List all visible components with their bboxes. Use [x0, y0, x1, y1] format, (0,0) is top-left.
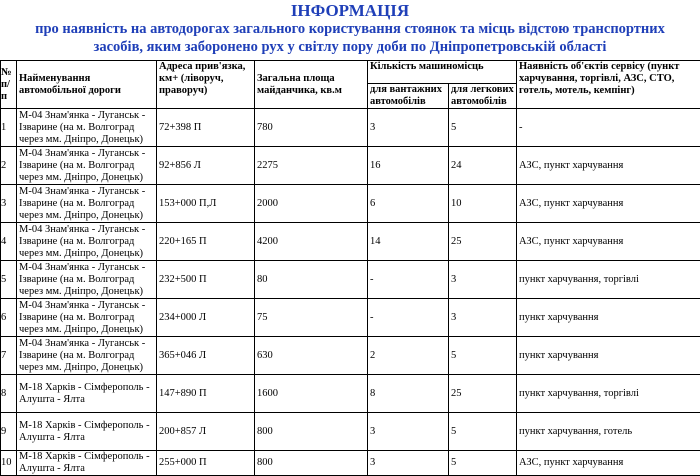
row-trucks: 3 — [368, 451, 449, 476]
row-address: 255+000 П — [157, 451, 255, 476]
row-cars: 3 — [449, 261, 517, 299]
row-services: - — [517, 109, 700, 147]
header-road: Найменування автомобільної дороги — [17, 61, 157, 109]
row-trucks: - — [368, 261, 449, 299]
row-cars: 25 — [449, 223, 517, 261]
row-road: М-18 Харків - Сімферополь - Алушта - Ялта — [17, 375, 157, 413]
title-heading: ІНФОРМАЦІЯ — [0, 0, 700, 20]
document-title — [0, 0, 700, 56]
row-cars: 5 — [449, 337, 517, 375]
header-num: № п/п — [1, 61, 17, 109]
row-road: М-18 Харків - Сімферополь - Алушта - Ялта — [17, 413, 157, 451]
row-road: М-04 Знам'янка - Луганськ - Ізварине (на м. Волгоград через мм. Дніпро, Донецьк) — [17, 223, 157, 261]
row-road: М-04 Знам'янка - Луганськ - Ізварине (на м. Волгоград через мм. Дніпро, Донецьк) — [17, 109, 157, 147]
row-address: 220+165 П — [157, 223, 255, 261]
row-trucks: 2 — [368, 337, 449, 375]
row-address: 234+000 Л — [157, 299, 255, 337]
row-road: М-18 Харків - Сімферополь - Алушта - Ялта — [17, 451, 157, 476]
row-trucks: 14 — [368, 223, 449, 261]
table-row — [1, 147, 700, 185]
table-row — [1, 185, 700, 223]
header-services: Наявність об'єктів сервісу (пункт харчування, торгівлі, АЗС, СТО, готель, мотель, кемпінг) — [517, 61, 700, 109]
row-num: 7 — [1, 337, 17, 375]
table-row — [1, 337, 700, 375]
row-cars: 3 — [449, 299, 517, 337]
row-address: 147+890 П — [157, 375, 255, 413]
row-road: М-04 Знам'янка - Луганськ - Ізварине (на м. Волгоград через мм. Дніпро, Донецьк) — [17, 185, 157, 223]
table-row — [1, 223, 700, 261]
table-row — [1, 375, 700, 413]
title-subtitle-line1: про наявність на автодорогах загального користування стоянок та місць відстою транспортних — [0, 20, 700, 38]
table-row — [1, 413, 700, 451]
header-spaces: Кількість машиномісць — [368, 61, 517, 84]
header-address: Адреса прив'язка, км+ (ліворуч, праворуч) — [157, 61, 255, 109]
title-subtitle-line2: засобів, яким заборонено рух у світлу пору доби по Дніпропетровській області — [0, 38, 700, 56]
row-area: 2000 — [255, 185, 368, 223]
row-services: пункт харчування, торгівлі — [517, 261, 700, 299]
row-area: 2275 — [255, 147, 368, 185]
row-area: 800 — [255, 413, 368, 451]
row-area: 4200 — [255, 223, 368, 261]
row-num: 8 — [1, 375, 17, 413]
row-road: М-04 Знам'янка - Луганськ - Ізварине (на м. Волгоград через мм. Дніпро, Донецьк) — [17, 261, 157, 299]
row-services: пункт харчування, готель — [517, 413, 700, 451]
row-num: 4 — [1, 223, 17, 261]
row-address: 72+398 П — [157, 109, 255, 147]
row-num: 9 — [1, 413, 17, 451]
row-services: АЗС, пункт харчування — [517, 223, 700, 261]
row-trucks: 3 — [368, 413, 449, 451]
table-row — [1, 261, 700, 299]
row-services: пункт харчування — [517, 299, 700, 337]
row-num: 3 — [1, 185, 17, 223]
row-num: 2 — [1, 147, 17, 185]
parking-table — [0, 60, 700, 476]
row-area: 630 — [255, 337, 368, 375]
header-trucks: для вантажних автомобілів — [368, 84, 449, 109]
row-trucks: 16 — [368, 147, 449, 185]
row-services: пункт харчування — [517, 337, 700, 375]
table-row — [1, 109, 700, 147]
row-address: 153+000 П,Л — [157, 185, 255, 223]
row-area: 800 — [255, 451, 368, 476]
row-address: 365+046 Л — [157, 337, 255, 375]
row-area: 80 — [255, 261, 368, 299]
row-num: 10 — [1, 451, 17, 476]
row-address: 232+500 П — [157, 261, 255, 299]
row-trucks: 6 — [368, 185, 449, 223]
header-area: Загальна площа майданчика, кв.м — [255, 61, 368, 109]
row-cars: 24 — [449, 147, 517, 185]
row-area: 75 — [255, 299, 368, 337]
row-area: 1600 — [255, 375, 368, 413]
row-cars: 25 — [449, 375, 517, 413]
header-cars: для легкових автомобілів — [449, 84, 517, 109]
row-cars: 5 — [449, 451, 517, 476]
row-cars: 5 — [449, 413, 517, 451]
row-address: 92+856 Л — [157, 147, 255, 185]
row-trucks: 3 — [368, 109, 449, 147]
row-num: 5 — [1, 261, 17, 299]
row-services: АЗС, пункт харчування — [517, 185, 700, 223]
table-row — [1, 451, 700, 476]
row-cars: 10 — [449, 185, 517, 223]
row-road: М-04 Знам'янка - Луганськ - Ізварине (на м. Волгоград через мм. Дніпро, Донецьк) — [17, 147, 157, 185]
row-trucks: 8 — [368, 375, 449, 413]
table-row — [1, 299, 700, 337]
row-road: М-04 Знам'янка - Луганськ - Ізварине (на м. Волгоград через мм. Дніпро, Донецьк) — [17, 337, 157, 375]
row-num: 1 — [1, 109, 17, 147]
row-road: М-04 Знам'янка - Луганськ - Ізварине (на м. Волгоград через мм. Дніпро, Донецьк) — [17, 299, 157, 337]
row-trucks: - — [368, 299, 449, 337]
row-services: АЗС, пункт харчування — [517, 451, 700, 476]
row-cars: 5 — [449, 109, 517, 147]
row-services: АЗС, пункт харчування — [517, 147, 700, 185]
row-area: 780 — [255, 109, 368, 147]
row-num: 6 — [1, 299, 17, 337]
row-services: пункт харчування, торгівлі — [517, 375, 700, 413]
row-address: 200+857 Л — [157, 413, 255, 451]
